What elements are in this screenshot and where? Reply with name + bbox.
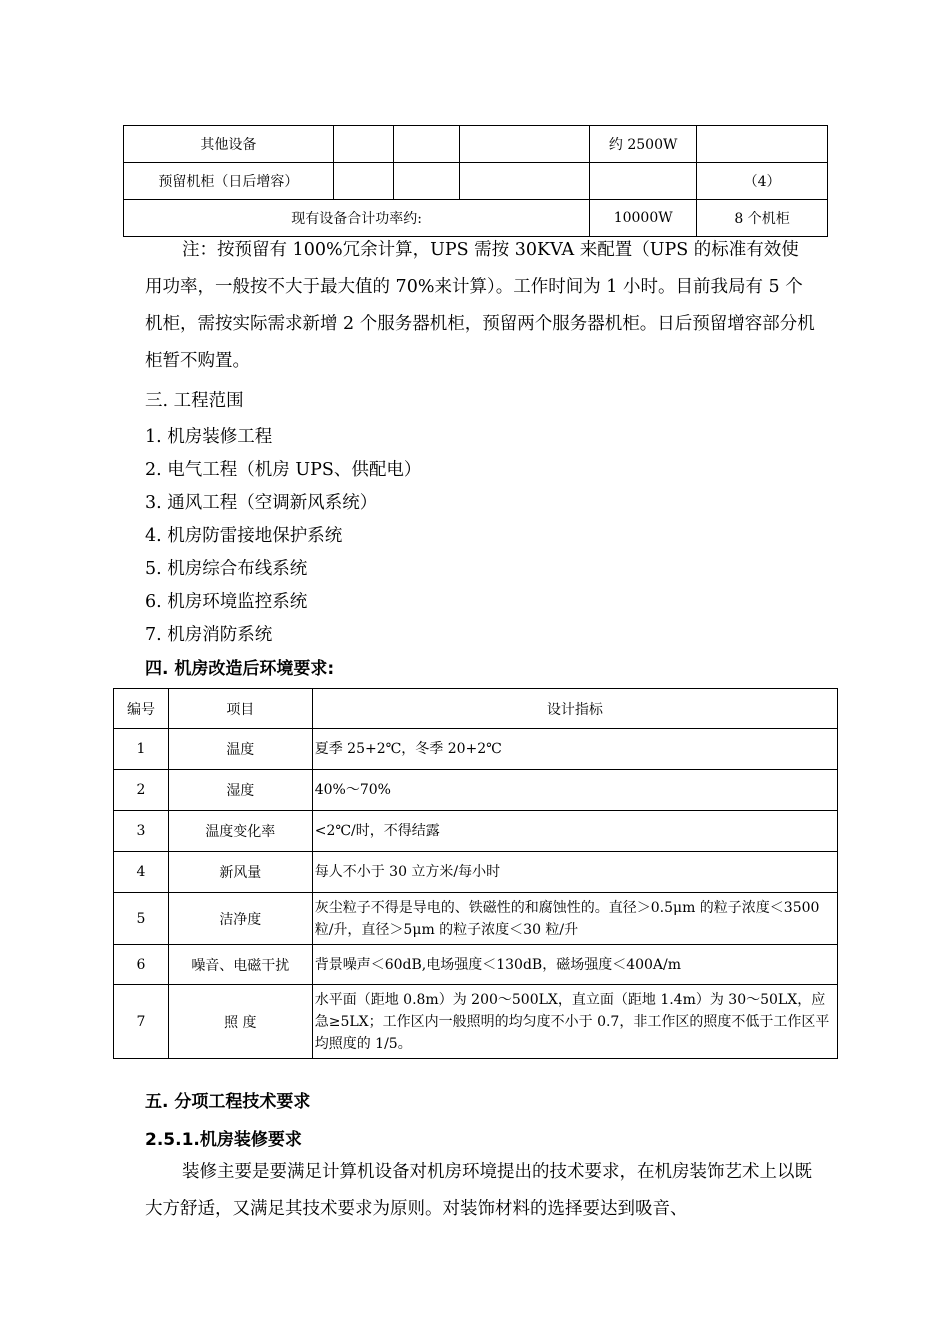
row-item: 温度 [168, 729, 312, 770]
power-table [123, 125, 828, 237]
row-spec: 背景噪声＜60dB,电场强度＜130dB，磁场强度＜400A/m [312, 945, 837, 985]
header-no: 编号 [114, 689, 169, 729]
row-no: 5 [114, 893, 169, 945]
list-item: 5. 机房综合布线系统 [145, 559, 308, 579]
header-item: 项目 [168, 689, 312, 729]
list-item: 3. 通风工程（空调新风系统） [145, 493, 378, 513]
list-item: 2. 电气工程（机房 UPS、供配电） [145, 460, 422, 480]
row-spec: 每人不小于 30 立方米/每小时 [312, 852, 837, 893]
row-item: 噪音、电磁干扰 [168, 945, 312, 985]
header-spec: 设计指标 [312, 689, 837, 729]
section3-heading: 三. 工程范围 [145, 391, 244, 411]
total-power: 10000W [590, 200, 697, 237]
note-paragraph: 注：按预留有 100%冗余计算，UPS 需按 30KVA 来配置（UPS 的标准有效使用功率，一般按不大于最大值的 70%来计算）。工作时间为 1 小时。目前我局有 5 个机柜，需按实际需求新增 2 个服务器机柜，预留两个服务器机柜。日后预留增容部分机柜暂不购置。 [145, 240, 815, 371]
row-item: 湿度 [168, 770, 312, 811]
table-total-row [124, 200, 828, 237]
row-no: 1 [114, 729, 169, 770]
total-label: 现有设备合计功率约: [124, 200, 590, 237]
device-racks [697, 126, 828, 163]
body-paragraph: 装修主要是要满足计算机设备对机房环境提出的技术要求，在机房装饰艺术上以既大方舒适，又满足其技术要求为原则。对装饰材料的选择要达到吸音、 [145, 1162, 812, 1219]
row-item: 温度变化率 [168, 811, 312, 852]
table-row [114, 852, 838, 893]
table-row [114, 985, 838, 1059]
device-racks: （4） [697, 163, 828, 200]
environment-table [113, 688, 838, 1059]
device-power [590, 163, 697, 200]
table-row [114, 945, 838, 985]
table-row [124, 126, 828, 163]
row-spec: 水平面（距地 0.8m）为 200～500LX，直立面（距地 1.4m）为 30～50LX，应急≥5LX；工作区内一般照明的均匀度不小于 0.7，非工作区的照度不低于工作区平均照度的 1/5。 [312, 985, 837, 1059]
list-item: 4. 机房防雷接地保护系统 [145, 526, 343, 546]
row-no: 4 [114, 852, 169, 893]
table-row [114, 893, 838, 945]
table-row [114, 729, 838, 770]
row-no: 6 [114, 945, 169, 985]
section5-heading: 五. 分项工程技术要求 [145, 1092, 311, 1112]
table-header-row [114, 689, 838, 729]
table-row [114, 811, 838, 852]
list-item: 6. 机房环境监控系统 [145, 592, 308, 612]
row-item: 新风量 [168, 852, 312, 893]
device-power: 约 2500W [590, 126, 697, 163]
list-item: 1. 机房装修工程 [145, 427, 273, 447]
total-racks: 8 个机柜 [697, 200, 828, 237]
row-item: 照 度 [168, 985, 312, 1059]
table-row [114, 770, 838, 811]
row-spec: 灰尘粒子不得是导电的、铁磁性的和腐蚀性的。直径＞0.5μm 的粒子浓度＜3500 粒/升，直径＞5μm 的粒子浓度＜30 粒/升 [312, 893, 837, 945]
row-no: 2 [114, 770, 169, 811]
row-spec: <2℃/时，不得结露 [312, 811, 837, 852]
row-no: 3 [114, 811, 169, 852]
device-name: 其他设备 [124, 126, 334, 163]
subsection-heading: 2.5.1.机房装修要求 [145, 1130, 302, 1150]
row-item: 洁净度 [168, 893, 312, 945]
list-item: 7. 机房消防系统 [145, 625, 273, 645]
row-spec: 40%～70% [312, 770, 837, 811]
device-name: 预留机柜（日后增容） [124, 163, 334, 200]
table-row [124, 163, 828, 200]
section4-heading: 四. 机房改造后环境要求: [145, 659, 335, 679]
row-no: 7 [114, 985, 169, 1059]
row-spec: 夏季 25+2℃，冬季 20+2℃ [312, 729, 837, 770]
